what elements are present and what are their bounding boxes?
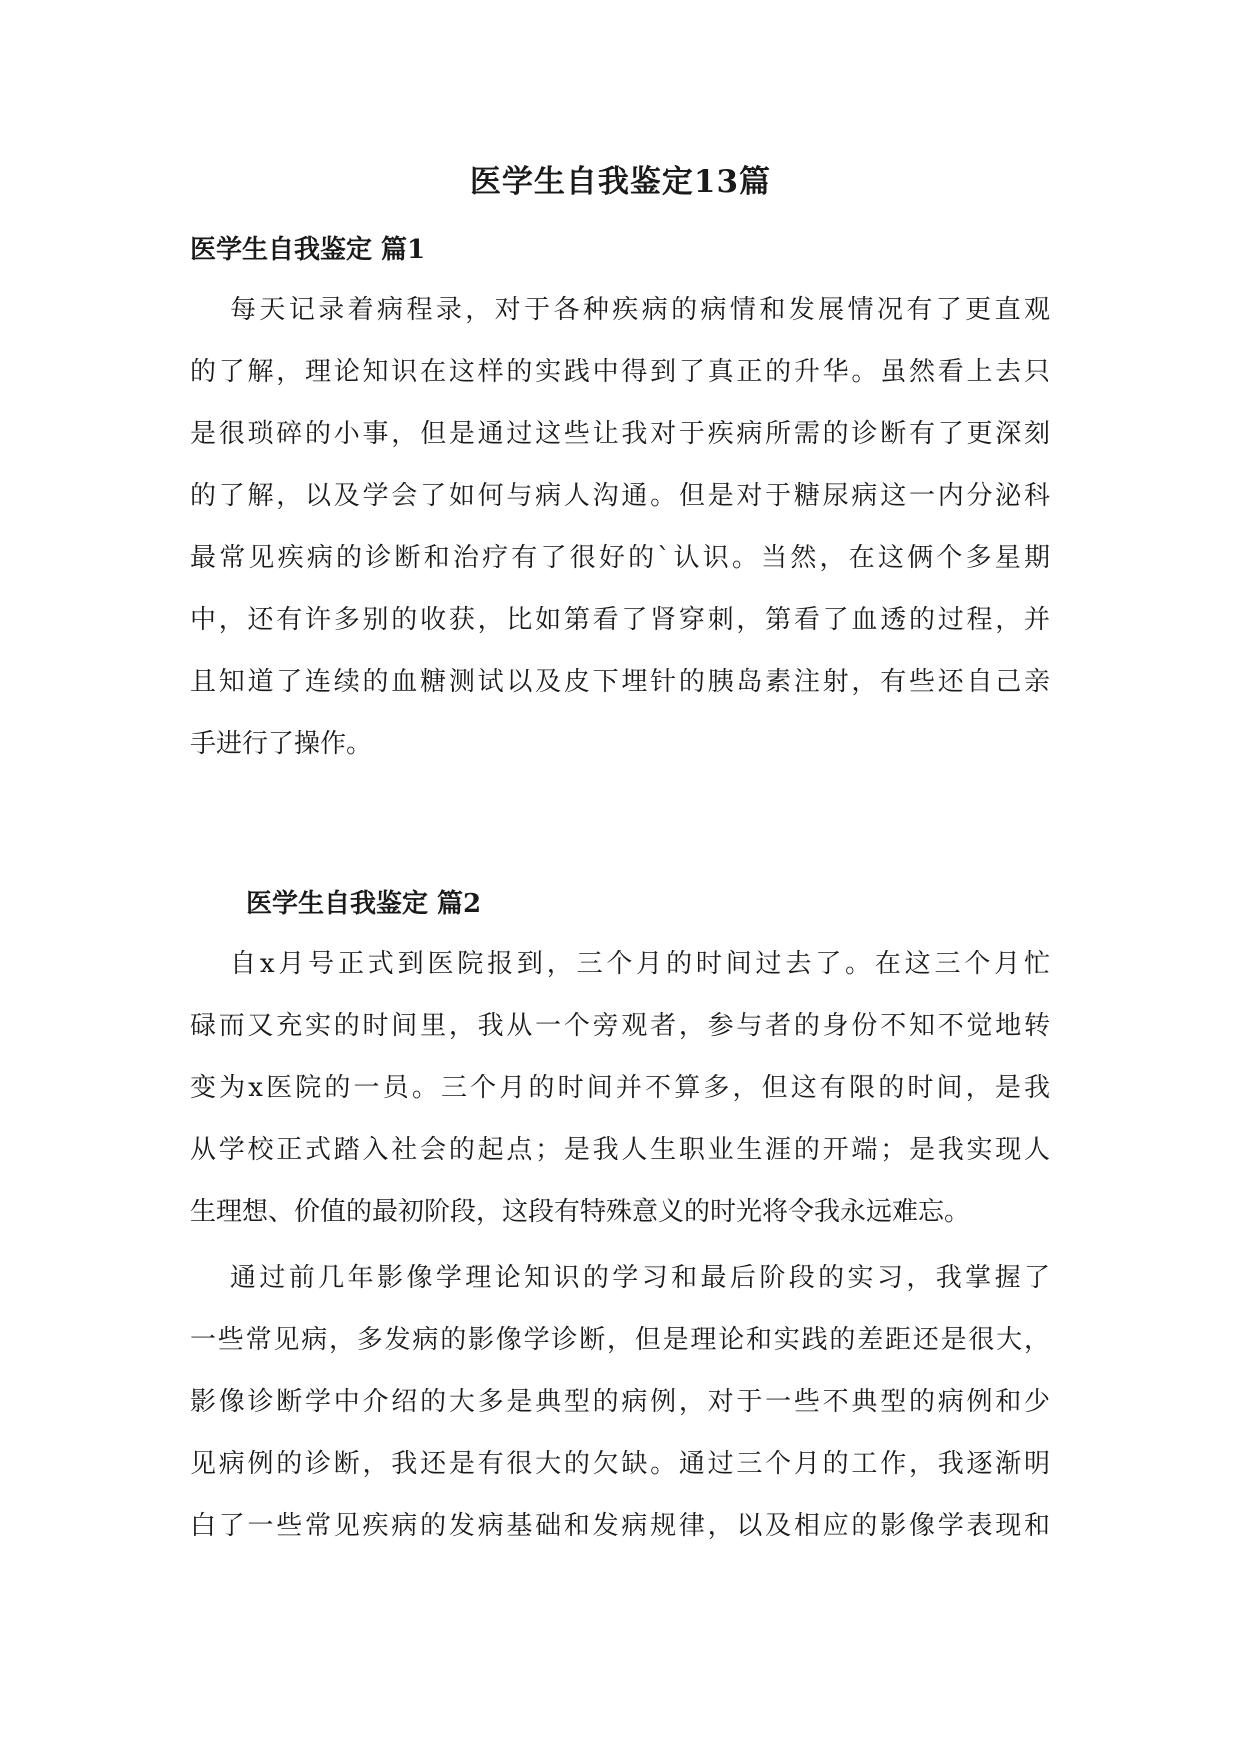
text-line: 中，还有许多别的收获，比如第看了肾穿刺，第看了血透的过程，并 (190, 605, 1050, 635)
section-heading: 医学生自我鉴定 篇1 (190, 235, 426, 265)
text-line: 生理想、价值的最初阶段，这段有特殊意义的时光将令我永远难忘。 (190, 1197, 971, 1227)
text-line: 且知道了连续的血糖测试以及皮下埋针的胰岛素注射，有些还自己亲 (190, 667, 1050, 697)
text-line: 手进行了操作。 (190, 729, 373, 759)
text-line: 从学校正式踏入社会的起点；是我人生职业生涯的开端；是我实现人 (190, 1135, 1050, 1165)
text-line: 自x月号正式到医院报到，三个月的时间过去了。在这三个月忙 (230, 949, 1050, 979)
text-line: 最常见疾病的诊断和治疗有了很好的`认识。当然，在这俩个多星期 (190, 543, 1050, 573)
text-line: 是很琐碎的小事，但是通过这些让我对于疾病所需的诊断有了更深刻 (190, 419, 1050, 449)
text-line: 碌而又充实的时间里，我从一个旁观者，参与者的身份不知不觉地转 (190, 1011, 1050, 1041)
text-line: 影像诊断学中介绍的大多是典型的病例，对于一些不典型的病例和少 (190, 1387, 1050, 1417)
section-heading: 医学生自我鉴定 篇2 (246, 889, 482, 919)
text-line: 一些常见病，多发病的影像学诊断，但是理论和实践的差距还是很大， (190, 1325, 1050, 1355)
text-line: 的了解，理论知识在这样的实践中得到了真正的升华。虽然看上去只 (190, 357, 1050, 387)
document-title: 医学生自我鉴定13篇 (469, 164, 772, 200)
text-line: 见病例的诊断，我还是有很大的欠缺。通过三个月的工作，我逐渐明 (190, 1449, 1050, 1479)
text-line: 变为x医院的一员。三个月的时间并不算多，但这有限的时间，是我 (190, 1073, 1050, 1103)
text-line: 每天记录着病程录，对于各种疾病的病情和发展情况有了更直观 (230, 295, 1050, 325)
text-line: 通过前几年影像学理论知识的学习和最后阶段的实习，我掌握了 (230, 1263, 1050, 1293)
text-line: 的了解，以及学会了如何与病人沟通。但是对于糖尿病这一内分泌科 (190, 481, 1050, 511)
text-line: 白了一些常见疾病的发病基础和发病规律，以及相应的影像学表现和 (190, 1511, 1050, 1541)
